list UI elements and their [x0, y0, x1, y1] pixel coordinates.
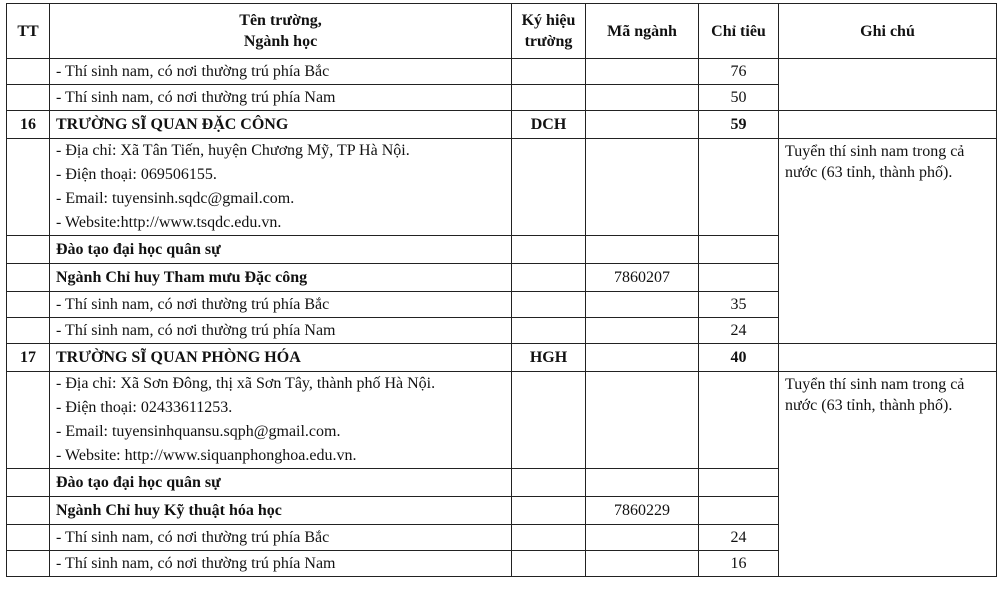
header-school-name [50, 4, 512, 59]
school-website: - Website: http://www.siquanphonghoa.edu.vn. [56, 447, 357, 464]
school-email: - Email: tuyensinhquansu.sqph@gmail.com. [56, 423, 341, 440]
school-code: DCH [512, 111, 586, 139]
header-code-line2: trường [524, 33, 573, 50]
school-info-row [7, 139, 997, 236]
school-contact [50, 139, 512, 236]
school-address: - Địa chỉ: Xã Sơn Đông, thị xã Sơn Tây, thành phố Hà Nội. [56, 375, 436, 392]
note-cell [779, 59, 997, 111]
school-header-row [7, 344, 997, 372]
school-note-text: Tuyển thí sinh nam trong cả nước (63 tỉnh, thành phố). [785, 376, 965, 414]
school-header-row [7, 111, 997, 139]
row-label: - Thí sinh nam, có nơi thường trú phía Bắc [50, 59, 512, 85]
school-info-row [7, 372, 997, 469]
school-website: - Website:http://www.tsqdc.edu.vn. [56, 214, 282, 231]
school-number: 17 [7, 344, 50, 372]
school-quota: 59 [699, 111, 779, 139]
training-label: Đào tạo đại học quân sự [50, 469, 512, 497]
major-name: Ngành Chỉ huy Kỹ thuật hóa học [50, 497, 512, 525]
school-email: - Email: tuyensinh.sqdc@gmail.com. [56, 190, 295, 207]
header-note: Ghi chú [779, 4, 997, 59]
table-row [7, 59, 997, 85]
major-name: Ngành Chỉ huy Tham mưu Đặc công [50, 264, 512, 292]
school-note [779, 372, 997, 577]
row-label: - Thí sinh nam, có nơi thường trú phía Bắc [50, 292, 512, 318]
header-name-line1: Tên trường, [239, 12, 322, 29]
school-contact [50, 372, 512, 469]
row-label: - Thí sinh nam, có nơi thường trú phía Nam [50, 318, 512, 344]
school-number: 16 [7, 111, 50, 139]
row-quota: 16 [699, 551, 779, 577]
row-quota: 35 [699, 292, 779, 318]
header-name-line2: Ngành học [243, 33, 318, 50]
header-tt: TT [7, 4, 50, 59]
row-label: - Thí sinh nam, có nơi thường trú phía Nam [50, 551, 512, 577]
row-label: - Thí sinh nam, có nơi thường trú phía Nam [50, 85, 512, 111]
school-code: HGH [512, 344, 586, 372]
row-quota: 76 [699, 59, 779, 85]
admission-quota-table [6, 3, 997, 577]
header-quota: Chỉ tiêu [699, 4, 779, 59]
header-row [7, 4, 997, 59]
row-quota: 24 [699, 525, 779, 551]
training-label: Đào tạo đại học quân sự [50, 236, 512, 264]
header-school-code [512, 4, 586, 59]
school-phone: - Điện thoại: 02433611253. [56, 399, 233, 416]
row-label: - Thí sinh nam, có nơi thường trú phía Bắc [50, 525, 512, 551]
school-name: TRƯỜNG SĨ QUAN PHÒNG HÓA [50, 344, 512, 372]
major-code: 7860207 [586, 264, 699, 292]
header-major-code: Mã ngành [586, 4, 699, 59]
major-code: 7860229 [586, 497, 699, 525]
school-name: TRƯỜNG SĨ QUAN ĐẶC CÔNG [50, 111, 512, 139]
row-quota: 24 [699, 318, 779, 344]
school-note-text: Tuyển thí sinh nam trong cả nước (63 tỉnh, thành phố). [785, 143, 965, 181]
school-address: - Địa chỉ: Xã Tân Tiến, huyện Chương Mỹ, TP Hà Nội. [56, 142, 410, 159]
school-quota: 40 [699, 344, 779, 372]
school-phone: - Điện thoại: 069506155. [56, 166, 217, 183]
header-code-line1: Ký hiệu [521, 12, 576, 29]
row-quota: 50 [699, 85, 779, 111]
school-note [779, 139, 997, 344]
